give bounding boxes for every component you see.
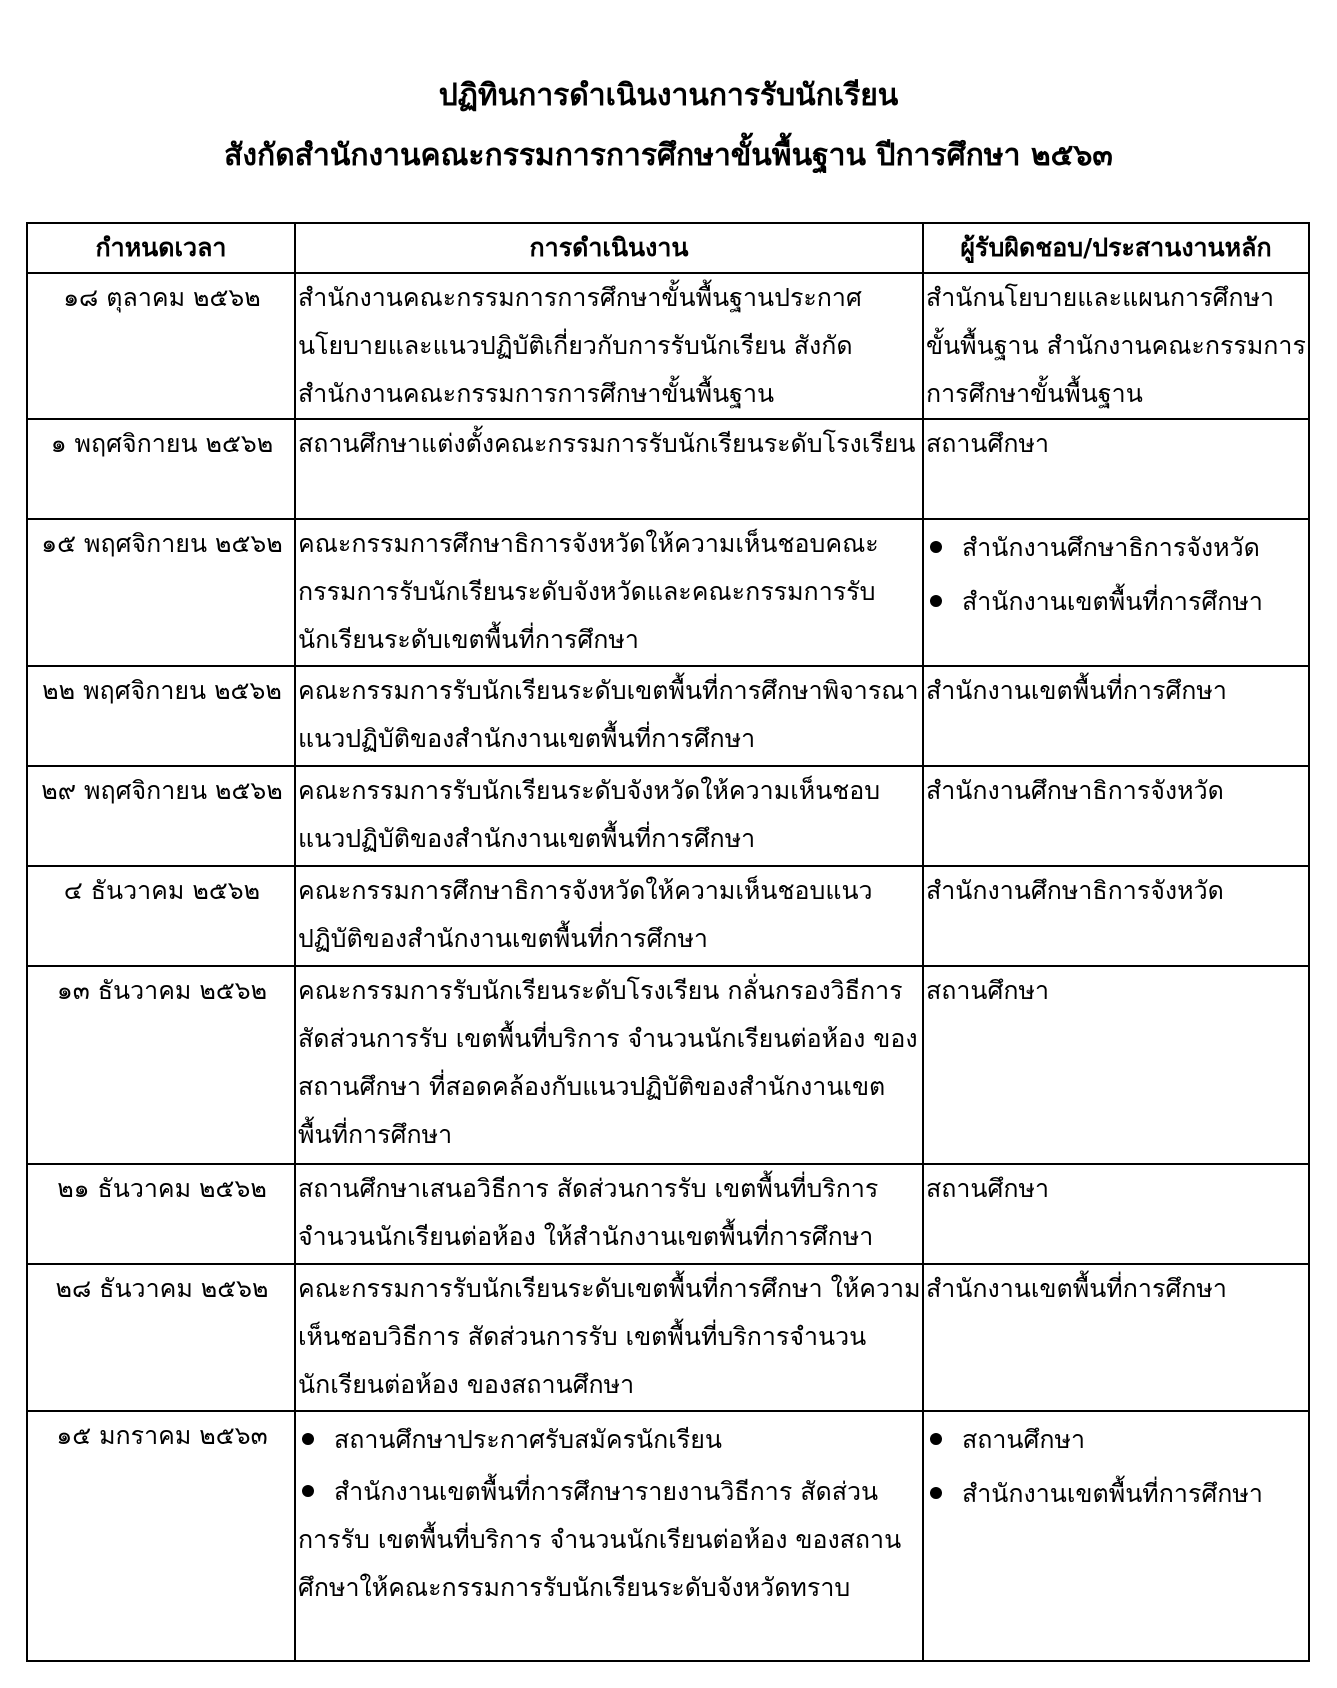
activity-bullet-item: สถานศึกษาประกาศรับสมัครนักเรียน (298, 1416, 922, 1464)
row-activity: สถานศึกษาเสนอวิธีการ สัดส่วนการรับ เขตพื้นที่บริการจำนวนนักเรียนต่อห้อง ให้สำนักงานเขตพื้นที่การศึกษา (295, 1164, 923, 1264)
document-title: ปฏิทินการดำเนินงานการรับนักเรียน (438, 78, 899, 113)
document-header (0, 66, 1337, 186)
row-activity: สถานศึกษาแต่งตั้งคณะกรรมการรับนักเรียนระดับโรงเรียน (295, 419, 923, 519)
table-row (27, 766, 1309, 866)
row-activity: คณะกรรมการศึกษาธิการจังหวัดให้ความเห็นชอบคณะกรรมการรับนักเรียนระดับจังหวัดและคณะกรรมการรับนักเรียนระดับเขตพื้นที่การศึกษา (295, 519, 923, 666)
row-date: ๑๕ มกราคม ๒๕๖๓ (27, 1411, 295, 1661)
table-row (27, 966, 1309, 1164)
row-responsible (923, 1411, 1309, 1661)
row-responsible: สำนักงานเขตพื้นที่การศึกษา (923, 1264, 1309, 1411)
row-activity: สำนักงานคณะกรรมการการศึกษาขั้นพื้นฐานประกาศนโยบายและแนวปฏิบัติเกี่ยวกับการรับนักเรียน สังกัดสำนักงานคณะกรรมการการศึกษาขั้นพื้นฐาน (295, 273, 923, 419)
row-responsible: สำนักงานศึกษาธิการจังหวัด (923, 766, 1309, 866)
row-date: ๑๓ ธันวาคม ๒๕๖๒ (27, 966, 295, 1164)
list-item: สำนักงานเขตพื้นที่การศึกษา (926, 1470, 1308, 1518)
row-date: ๔ ธันวาคม ๒๕๖๒ (27, 866, 295, 966)
row-activity: คณะกรรมการรับนักเรียนระดับเขตพื้นที่การศึกษาพิจารณาแนวปฏิบัติของสำนักงานเขตพื้นที่การศึกษา (295, 666, 923, 766)
row-responsible: สำนักนโยบายและแผนการศึกษาขั้นพื้นฐาน สำนักงานคณะกรรมการการศึกษาขั้นพื้นฐาน (923, 273, 1309, 419)
row-responsible (923, 519, 1309, 666)
row-date: ๒๙ พฤศจิกายน ๒๕๖๒ (27, 766, 295, 866)
row-activity: คณะกรรมการรับนักเรียนระดับเขตพื้นที่การศึกษา ให้ความเห็นชอบวิธีการ สัดส่วนการรับ เขตพื้นที่บริการจำนวนนักเรียนต่อห้อง ของสถานศึกษา (295, 1264, 923, 1411)
table-header-row (27, 223, 1309, 273)
row-responsible: สถานศึกษา (923, 966, 1309, 1164)
row-activity: คณะกรรมการศึกษาธิการจังหวัดให้ความเห็นชอบแนวปฏิบัติของสำนักงานเขตพื้นที่การศึกษา (295, 866, 923, 966)
table-row (27, 1164, 1309, 1264)
row-responsible: สถานศึกษา (923, 1164, 1309, 1264)
row-date: ๑ พฤศจิกายน ๒๕๖๒ (27, 419, 295, 519)
row-activity: คณะกรรมการรับนักเรียนระดับจังหวัดให้ความเห็นชอบแนวปฏิบัติของสำนักงานเขตพื้นที่การศึกษา (295, 766, 923, 866)
schedule-table (26, 222, 1310, 1662)
row-date: ๒๑ ธันวาคม ๒๕๖๒ (27, 1164, 295, 1264)
header-activity: การดำเนินงาน (295, 223, 923, 273)
table-row (27, 666, 1309, 766)
document-subtitle: สังกัดสำนักงานคณะกรรมการการศึกษาขั้นพื้นฐาน ปีการศึกษา ๒๕๖๓ (224, 138, 1113, 173)
row-responsible: สำนักงานเขตพื้นที่การศึกษา (923, 666, 1309, 766)
row-responsible: สำนักงานศึกษาธิการจังหวัด (923, 866, 1309, 966)
responsible-list (926, 1412, 1308, 1518)
row-date: ๑๘ ตุลาคม ๒๕๖๒ (27, 273, 295, 419)
responsible-list (926, 520, 1308, 626)
table-row (27, 1264, 1309, 1411)
list-item: สถานศึกษา (926, 1416, 1308, 1464)
activity-continuation: การรับ เขตพื้นที่บริการ จำนวนนักเรียนต่อห้อง ของสถานศึกษาให้คณะกรรมการรับนักเรียนระดับจังหวัดทราบ (298, 1525, 902, 1602)
list-item: สำนักงานเขตพื้นที่การศึกษา (926, 578, 1308, 626)
table-row (27, 519, 1309, 666)
table-row (27, 419, 1309, 519)
table-row (27, 273, 1309, 419)
row-responsible: สถานศึกษา (923, 419, 1309, 519)
row-date: ๑๕ พฤศจิกายน ๒๕๖๒ (27, 519, 295, 666)
row-date: ๒๒ พฤศจิกายน ๒๕๖๒ (27, 666, 295, 766)
row-date: ๒๘ ธันวาคม ๒๕๖๒ (27, 1264, 295, 1411)
header-responsible: ผู้รับผิดชอบ/ประสานงานหลัก (923, 223, 1309, 273)
table-row (27, 866, 1309, 966)
activity-bullet-item: สำนักงานเขตพื้นที่การศึกษารายงานวิธีการ สัดส่วน (298, 1468, 922, 1516)
header-date: กำหนดเวลา (27, 223, 295, 273)
list-item: สำนักงานศึกษาธิการจังหวัด (926, 524, 1308, 572)
row-activity: คณะกรรมการรับนักเรียนระดับโรงเรียน กลั่นกรองวิธีการ สัดส่วนการรับ เขตพื้นที่บริการ จำนวนนักเรียนต่อห้อง ของสถานศึกษา ที่สอดคล้องกับแนวปฏิบัติของสำนักงานเขตพื้นที่การศึกษา (295, 966, 923, 1164)
row-activity (295, 1411, 923, 1661)
table-row (27, 1411, 1309, 1661)
